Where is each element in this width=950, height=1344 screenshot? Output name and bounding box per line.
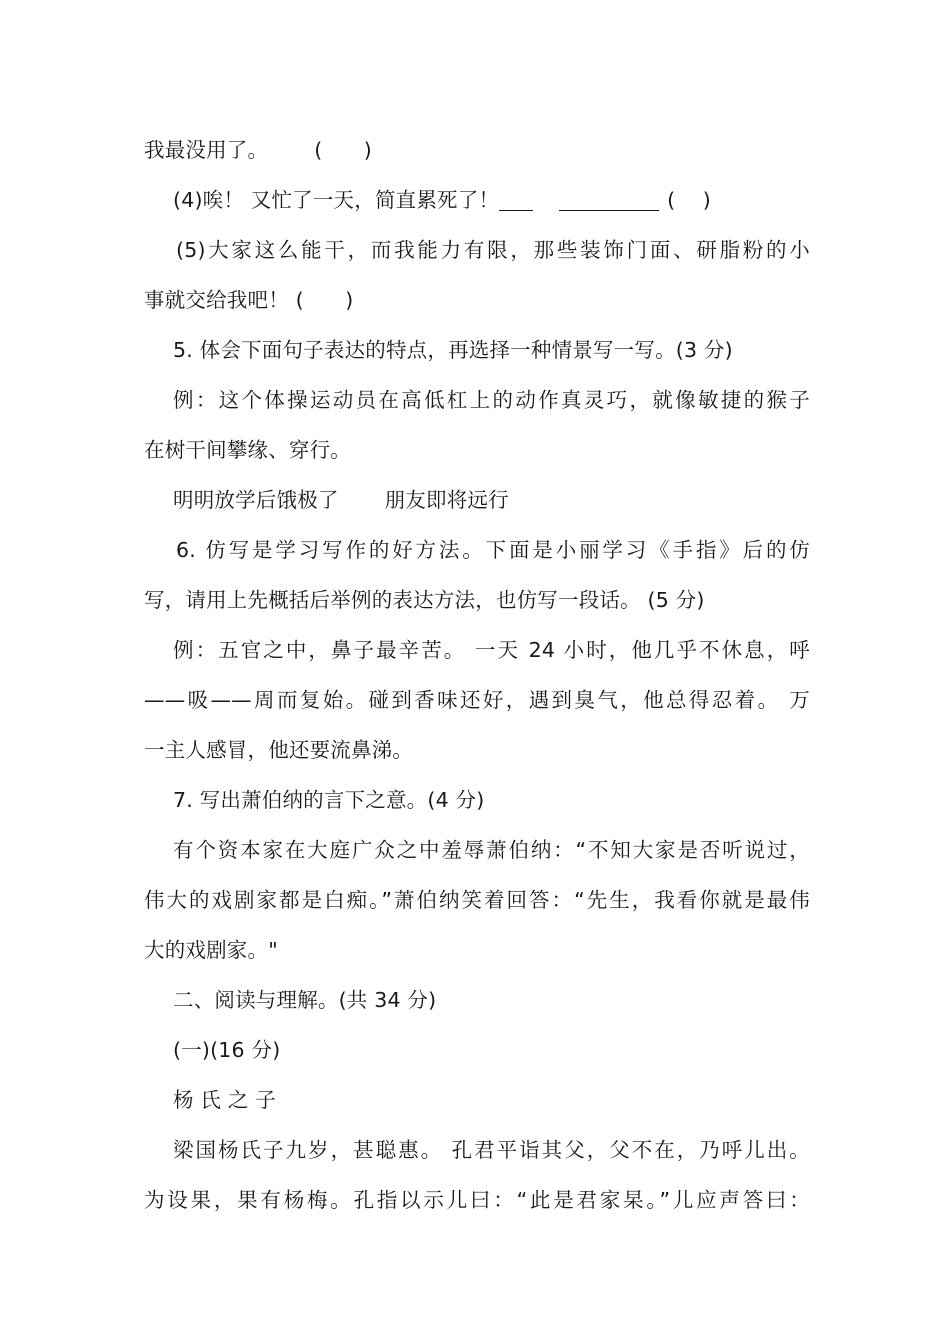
- text-line: 事就交给我吧！ ( ): [144, 288, 354, 312]
- answer-parentheses: ( ): [667, 188, 711, 212]
- scenario-option: 朋友即将远行: [384, 488, 509, 512]
- answer-blank: [499, 188, 533, 211]
- text-line: 梁国杨氏子九岁，甚聪惠。 孔君平诣其父，父不在，乃呼儿出。: [173, 1138, 810, 1162]
- scenario-options: [173, 485, 810, 515]
- text-line: 在树干间攀缘、穿行。: [144, 438, 351, 462]
- text-line: 写，请用上先概括后举例的表达方法，也仿写一段话。 (5 分): [144, 588, 705, 612]
- answer-blank: [559, 188, 659, 211]
- question-heading: 5. 体会下面句子表达的特点，再选择一种情景写一写。(3 分): [173, 338, 733, 362]
- text-line: 伟大的戏剧家都是白痴。”萧伯纳笑着回答：“先生，我看你就是最伟: [144, 888, 810, 912]
- text-line: 有个资本家在大庭广众之中羞辱萧伯纳：“不知大家是否听说过，: [173, 838, 810, 862]
- question-heading: 7. 写出萧伯纳的言下之意。(4 分): [173, 788, 485, 812]
- subsection-heading: (一)(16 分): [173, 1038, 281, 1062]
- section-heading: 二、阅读与理解。(共 34 分): [173, 988, 437, 1012]
- text-line: ——吸——周而复始。碰到香味还好，遇到臭气，他总得忍着。 万: [144, 688, 810, 712]
- text-line: [144, 135, 810, 165]
- text-line: (5)大家这么能干，而我能力有限，那些装饰门面、研脂粉的小: [176, 238, 810, 262]
- text-line: 例：这个体操运动员在高低杠上的动作真灵巧，就像敏捷的猴子: [173, 388, 810, 412]
- question-heading: 6. 仿写是学习写作的好方法。下面是小丽学习《手指》后的仿: [176, 538, 810, 562]
- sentence-text: (4)唉！ 又忙了一天，简直累死了！: [173, 188, 500, 212]
- text-line: 一主人感冒，他还要流鼻涕。: [144, 738, 414, 762]
- text-line: 为设果，果有杨梅。孔指以示儿曰：“此是君家杲。”儿应声答曰：: [144, 1188, 810, 1212]
- answer-parentheses: ( ): [314, 138, 372, 162]
- text-line: [173, 185, 810, 215]
- scenario-option: 明明放学后饿极了: [173, 488, 339, 512]
- sentence-text: 我最没用了。: [144, 138, 269, 162]
- passage-title: 杨 氏 之 子: [173, 1088, 276, 1112]
- text-line: 例：五官之中，鼻子最辛苦。 一天 24 小时，他几乎不休息，呼: [173, 638, 810, 662]
- text-line: 大的戏剧家。": [144, 938, 278, 962]
